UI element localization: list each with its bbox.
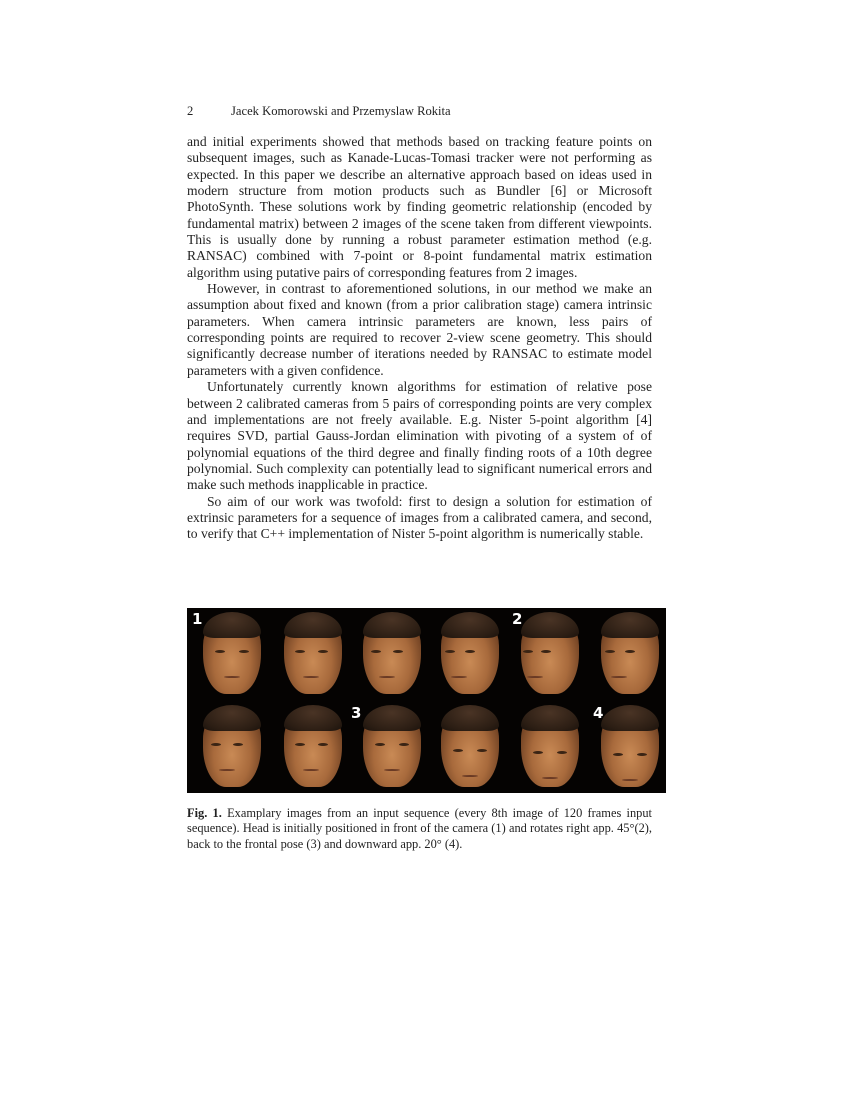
head-image xyxy=(199,705,265,790)
figure-label-1: 1 xyxy=(192,610,203,628)
head-image xyxy=(359,612,425,697)
head-image xyxy=(517,612,583,697)
head-image xyxy=(359,705,425,790)
running-title: Jacek Komorowski and Przemyslaw Rokita xyxy=(231,104,451,118)
paragraph: However, in contrast to aforementioned solutions, in our method we make an assumption about fixed and known (from a prior calibration stage) camera intrinsic parameters. When camera intrinsic parameters are known, less pairs of corresponding points are required to recover 2-view scene geometry. This should significantly decrease number of iterations needed by RANSAC to estimate model parameters with a given confidence. xyxy=(187,281,652,378)
head-image xyxy=(199,612,265,697)
figure-caption-label: Fig. 1. xyxy=(187,806,222,820)
figure-label-3: 3 xyxy=(351,704,362,722)
figure-head-sequence xyxy=(187,608,666,793)
head-image xyxy=(517,705,583,790)
head-image xyxy=(597,705,663,790)
head-image xyxy=(597,612,663,697)
head-image xyxy=(437,612,503,697)
head-image xyxy=(437,705,503,790)
figure-label-4: 4 xyxy=(593,704,604,722)
head-image xyxy=(280,612,346,697)
paragraph: and initial experiments showed that methods based on tracking feature points on subsequent images, such as Kanade-Lucas-Tomasi tracker were not performing as expected. In this paper we describe an alternative approach based on ideas used in modern structure from motion products such as Bundler [6] or Microsoft PhotoSynth. These solutions work by finding geometric relationship (encoded by fundamental matrix) between 2 images of the scene taken from different viewpoints. This is usually done by running a robust parameter estimation method (e.g. RANSAC) combined with 7-point or 8-point fundamental matrix estimation algorithm using putative pairs of corresponding features from 2 images. xyxy=(187,134,652,280)
page-number: 2 xyxy=(187,104,194,118)
paragraph: So aim of our work was twofold: first to design a solution for estimation of extrinsic parameters for a sequence of images from a calibrated camera, and second, to verify that C++ implementation of Nister 5-point algorithm is numerically stable. xyxy=(187,493,652,542)
figure-caption xyxy=(187,806,652,852)
running-header xyxy=(187,104,657,119)
body-text xyxy=(187,134,652,543)
figure-caption-text: Examplary images from an input sequence (every 8th image of 120 frames input sequence). Head is initially positioned in front of the camera (1) and rotates right app. 45°(2), back to the frontal pose (3) and downward app. 20° (4). xyxy=(187,806,652,851)
head-image xyxy=(280,705,346,790)
figure-label-2: 2 xyxy=(512,610,523,628)
paragraph: Unfortunately currently known algorithms for estimation of relative pose between 2 calibrated cameras from 5 pairs of corresponding points are very complex and implementations are not freely available. E.g. Nister 5-point algorithm [4] requires SVD, partial Gauss-Jordan elimination with pivoting of a system of of polynomial equations of the third degree and finally finding roots of a 10th degree polynomial. Such complexity can potentially lead to significant numerical errors and make such methods inapplicable in practice. xyxy=(187,379,652,493)
